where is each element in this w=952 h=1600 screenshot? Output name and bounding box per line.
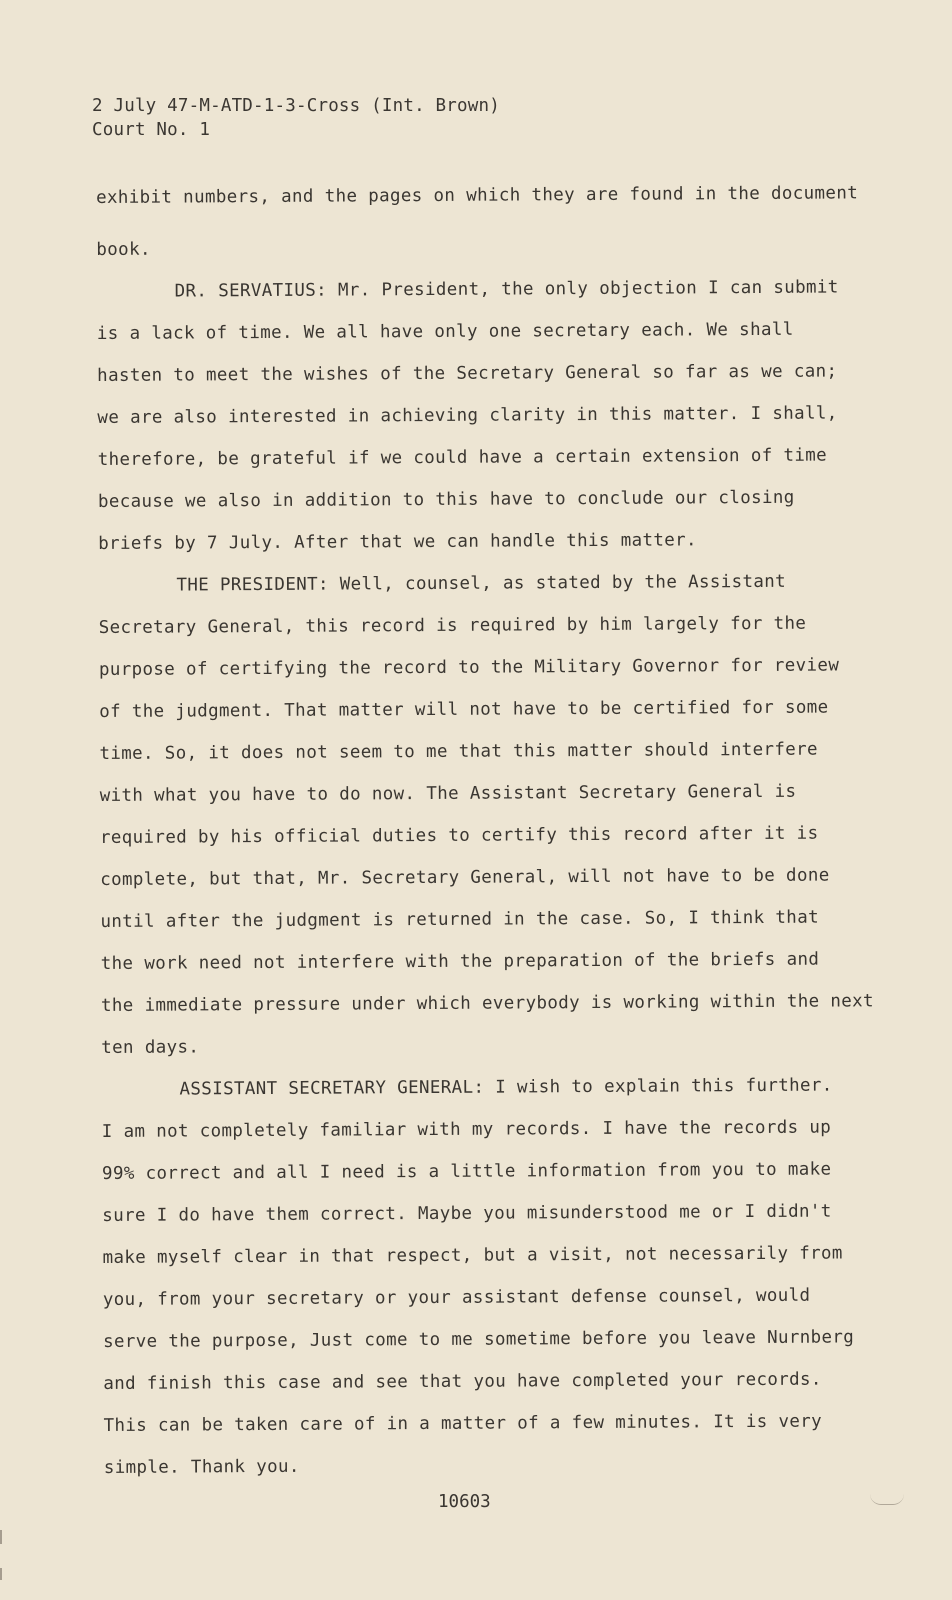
text-line: the immediate pressure under which everybody is working within the next	[100, 991, 874, 1016]
text-line: 99% correct and all I need is a little information from you to make	[101, 1159, 832, 1184]
text-line: hasten to meet the wishes of the Secretary General so far as we can;	[97, 361, 838, 386]
text-line: with what you have to do now. The Assistant Secretary General is	[99, 781, 797, 806]
transcript-body	[96, 183, 874, 1478]
text-line: serve the purpose, Just come to me sometime before you leave Nurnberg	[102, 1327, 855, 1352]
text-line: make myself clear in that respect, but a visit, not necessarily from	[102, 1243, 843, 1268]
text-line: until after the judgment is returned in the case. So, I think that	[100, 907, 820, 932]
text-line: and finish this case and see that you have completed your records.	[103, 1369, 822, 1394]
text-line: Secretary General, this record is required by him largely for the	[98, 613, 807, 638]
text-line: the work need not interfere with the preparation of the briefs and	[100, 949, 820, 974]
text-line: sure I do have them correct. Maybe you misunderstood me or I didn't	[102, 1201, 832, 1226]
text-line: you, from your secretary or your assistant defense counsel, would	[102, 1285, 811, 1310]
header-reference: 2 July 47-M-ATD-1-3-Cross (Int. Brown)	[92, 96, 500, 116]
text-line: purpose of certifying the record to the Military Governor for review	[98, 655, 840, 680]
text-line: complete, but that, Mr. Secretary General, will not have to be done	[100, 865, 830, 890]
text-line: required by his official duties to certify this record after it is	[99, 823, 819, 848]
header-court: Court No. 1	[92, 120, 211, 140]
text-line: briefs by 7 July. After that we can handle this matter.	[98, 530, 697, 554]
text-line: DR. SERVATIUS: Mr. President, the only objection I can submit	[174, 277, 839, 302]
binding-mark	[0, 1568, 2, 1580]
text-line: book.	[96, 239, 151, 260]
text-line: because we also in addition to this have to conclude our closing	[97, 487, 795, 512]
text-line: therefore, be grateful if we could have a certain extension of time	[97, 445, 828, 470]
text-line: I am not completely familiar with my records. I have the records up	[101, 1117, 832, 1142]
text-line: is a lack of time. We all have only one secretary each. We shall	[96, 319, 794, 344]
text-line: THE PRESIDENT: Well, counsel, as stated by the Assistant	[176, 571, 787, 596]
text-line: time. So, it does not seem to me that this matter should interfere	[99, 739, 818, 764]
text-line: exhibit numbers, and the pages on which they are found in the document	[96, 183, 859, 208]
text-line: we are also interested in achieving clarity in this matter. I shall,	[97, 403, 838, 428]
page-number: 10603	[438, 1492, 491, 1512]
text-line: This can be taken care of in a matter of a few minutes. It is very	[103, 1411, 823, 1436]
text-line: ten days.	[101, 1037, 200, 1058]
text-line: of the judgment. That matter will not have to be certified for some	[99, 697, 829, 722]
text-line: simple. Thank you.	[103, 1456, 300, 1478]
binding-mark	[0, 1530, 2, 1544]
document-header	[92, 94, 500, 142]
paper-blemish	[870, 1494, 904, 1505]
text-line: ASSISTANT SECRETARY GENERAL: I wish to explain this further.	[179, 1075, 833, 1100]
